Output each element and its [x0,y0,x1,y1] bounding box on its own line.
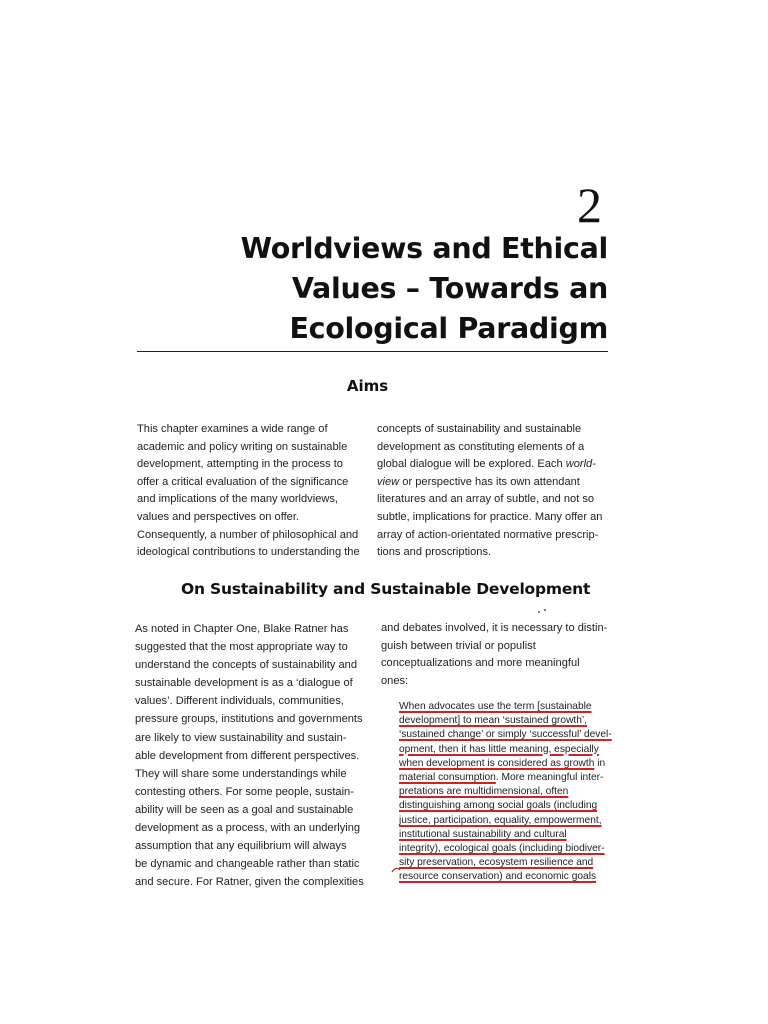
text-line: ones: [381,674,409,687]
body-text-right-column [381,620,611,690]
underlined-text: material consumption [399,772,496,784]
quote-line [399,842,619,856]
quote-line [399,870,619,884]
underlined-text: integrity), ecological goals (including biodiver- [399,843,605,855]
text-line: sustainable development is as a ‘dialogue of [135,677,353,690]
text-line: literatures and an array of subtle, and not so [377,493,595,506]
quote-line [399,828,619,842]
text-line: Consequently, a number of philosophical and [137,528,359,541]
quote-line [399,728,619,742]
quote-line [399,757,619,771]
italic-word: view [377,475,400,488]
section-heading: On Sustainability and Sustainable Development [181,580,591,598]
text-line: contesting others. For some people, sustain- [135,785,354,798]
text-line: This chapter examines a wide range of [137,423,328,435]
text-line: They will share some understandings while [135,767,347,780]
text-line: pressure groups, institutions and governments [135,713,363,726]
quote-line [399,714,619,728]
chapter-title-line: Worldviews and Ethical [240,232,608,265]
chapter-number: 2 [577,177,602,233]
text-line: subtle, implications for practice. Many offer an [377,510,603,523]
aims-text-left-column [137,421,362,562]
text-line: development as constituting elements of a [377,440,585,453]
underlined-text: institutional sustainability and cultural [399,828,567,840]
text-line: values and perspectives on offer. [137,510,299,523]
plain-text: in [594,757,606,769]
block-quote [399,700,619,885]
text-line: assumption that any equilibrium will always [135,840,347,853]
text-line: development as a process, with an underlying [135,822,361,835]
underlined-text: distinguishing among social goals (including [399,800,598,812]
underlined-text: sity preservation, ecosystem resilience and [399,857,594,869]
text-line: and debates involved, it is necessary to distin- [381,622,608,634]
quote-line [399,856,619,870]
quote-line [399,743,619,757]
text-line: understand the concepts of sustainability and [135,659,358,672]
quote-line [399,785,619,799]
text-line [377,474,617,492]
underlined-text: when development is considered as growth [399,757,595,769]
underlined-text: opment, then it has little meaning, especially [399,743,599,755]
text-segment: or perspective has its own attendant [399,475,580,488]
quote-line [399,799,619,813]
text-line: and implications of the many worldviews, [137,493,339,506]
underlined-text: resource conservation) and economic goals [399,871,597,883]
text-line: development, attempting in the process to [137,458,343,471]
text-segment: global dialogue will be explored. Each [377,458,566,471]
text-line: conceptualizations and more meaningful [381,657,580,669]
text-line: suggested that the most appropriate way to [135,641,348,654]
text-line: able development from different perspectives. [135,749,360,762]
title-divider [137,351,608,352]
underlined-text: When advocates use the term [sustainable [399,701,592,712]
chapter-title-line: Values – Towards an [291,272,608,305]
text-line: tions and proscriptions. [377,546,492,559]
body-text-left-column [135,620,365,891]
quote-line [399,771,619,785]
plain-text: . More meaningful inter- [495,772,604,784]
text-line: array of action-orientated normative prescrip- [377,528,599,541]
aims-heading: Aims [346,377,389,395]
underlined-text: justice, participation, equality, empowerment, [399,814,602,826]
text-line: are likely to view sustainability and sustain- [135,731,347,744]
text-line: and secure. For Ratner, given the complexities [135,876,364,889]
text-line: ideological contributions to understanding the [137,546,360,559]
text-line: academic and policy writing on sustainable [137,440,348,453]
underlined-text: ‘sustained change’ or simply ‘successful’ devel- [399,729,612,741]
scan-specks [538,609,548,613]
underlined-text: development] to mean ‘sustained growth’, [399,715,588,727]
text-line: offer a critical evaluation of the significance [137,475,349,488]
chapter-title-line: Ecological Paradigm [289,312,608,345]
text-line [377,456,617,474]
text-line: ability will be seen as a goal and sustainable [135,803,354,816]
text-line: be dynamic and changeable rather than static [135,858,360,871]
red-pen-mark [390,862,430,876]
chapter-title [188,229,608,349]
text-line: concepts of sustainability and sustainable [377,423,582,435]
italic-word: world- [565,458,596,471]
text-line: guish between trivial or populist [381,639,536,652]
underlined-text: pretations are multidimensional, often [399,786,569,798]
aims-text-right-column [377,421,617,562]
text-line: As noted in Chapter One, Blake Ratner has [135,623,349,635]
quote-line [399,814,619,828]
text-line: values’. Different individuals, communities, [135,695,344,708]
quote-line [399,700,619,714]
